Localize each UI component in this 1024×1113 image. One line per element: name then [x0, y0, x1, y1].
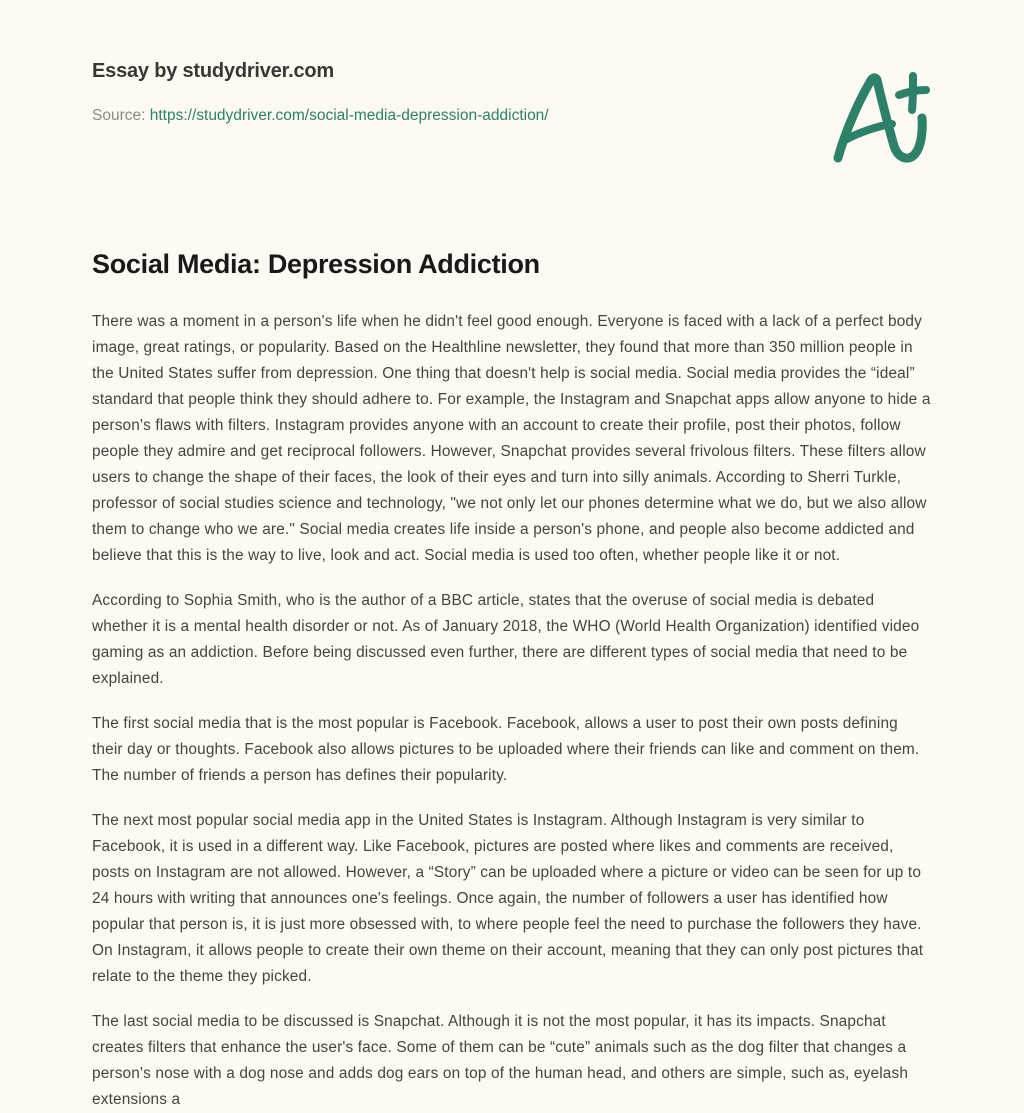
- page-header: [92, 58, 932, 178]
- brand-title: Essay by studydriver.com: [92, 60, 334, 82]
- essay-paragraph: The last social media to be discussed is Snapchat. Although it is not the most popular, it has its impacts. Snapchat creates filters that enhance the user's face. Some of them can be “cute” animals such as the dog filter that changes a person's nose with a dog nose and adds dog ears on top of the human head, and others are simple, such as, eyelash extensions a: [92, 1013, 909, 1108]
- essay-content: [92, 247, 932, 1113]
- source-label: Source:: [92, 107, 146, 124]
- essay-paragraph: The next most popular social media app in the United States is Instagram. Although Instagram is very similar to Facebook, it is used in a different way. Like Facebook, pictures are posted where likes and comments are received, posts on Instagram are not allowed. However, a “Story” can be uploaded where a picture or video can be seen for up to 24 hours with writing that announces one's feelings. Once again, the number of followers a user has identified how popular that person is, it is just more obsessed with, to where people feel the need to purchase the followers they have. On Instagram, it allows people to create their own theme on their account, meaning that they can only post pictures that relate to the theme they picked.: [92, 812, 924, 985]
- essay-body: [92, 309, 932, 1113]
- essay-paragraph: The first social media that is the most popular is Facebook. Facebook, allows a user to post their own posts defining their day or thoughts. Facebook also allows pictures to be uploaded where their friends can like and comment on them. The number of friends a person has defines their popularity.: [92, 715, 920, 784]
- essay-paragraph: There was a moment in a person's life when he didn't feel good enough. Everyone is faced with a lack of a perfect body image, great ratings, or popularity. Based on the Healthline newsletter, they found that more than 350 million people in the United States suffer from depression. One thing that doesn't help is social media. Social media provides the “ideal” standard that people think they should adhere to. For example, the Instagram and Snapchat apps allow anyone to hide a person's flaws with filters. Instagram provides anyone with an account to create their profile, post their photos, follow people they admire and get reciprocal followers. However, Snapchat provides several frivolous filters. These filters allow users to change the shape of their faces, the look of their eyes and turn into silly animals. According to Sherri Turkle, professor of social studies science and technology, "we not only let our phones determine what we do, but we also allow them to change who we are." Social media creates life inside a person's phone, and people also become addicted and believe that this is the way to live, look and act. Social media is used too often, whether people like it or not.: [92, 313, 931, 564]
- studydriver-logo[interactable]: [820, 62, 940, 172]
- source-url-link[interactable]: https://studydriver.com/social-media-depression-addiction/: [149, 107, 549, 124]
- page-title: Social Media: Depression Addiction: [92, 249, 540, 279]
- essay-paragraph: According to Sophia Smith, who is the author of a BBC article, states that the overuse of social media is debated whether it is a mental health disorder or not. As of January 2018, the WHO (World Health Organization) identified video gaming as an addiction. Before being discussed even further, there are different types of social media that need to be explained.: [92, 592, 920, 687]
- source-line: [92, 106, 932, 126]
